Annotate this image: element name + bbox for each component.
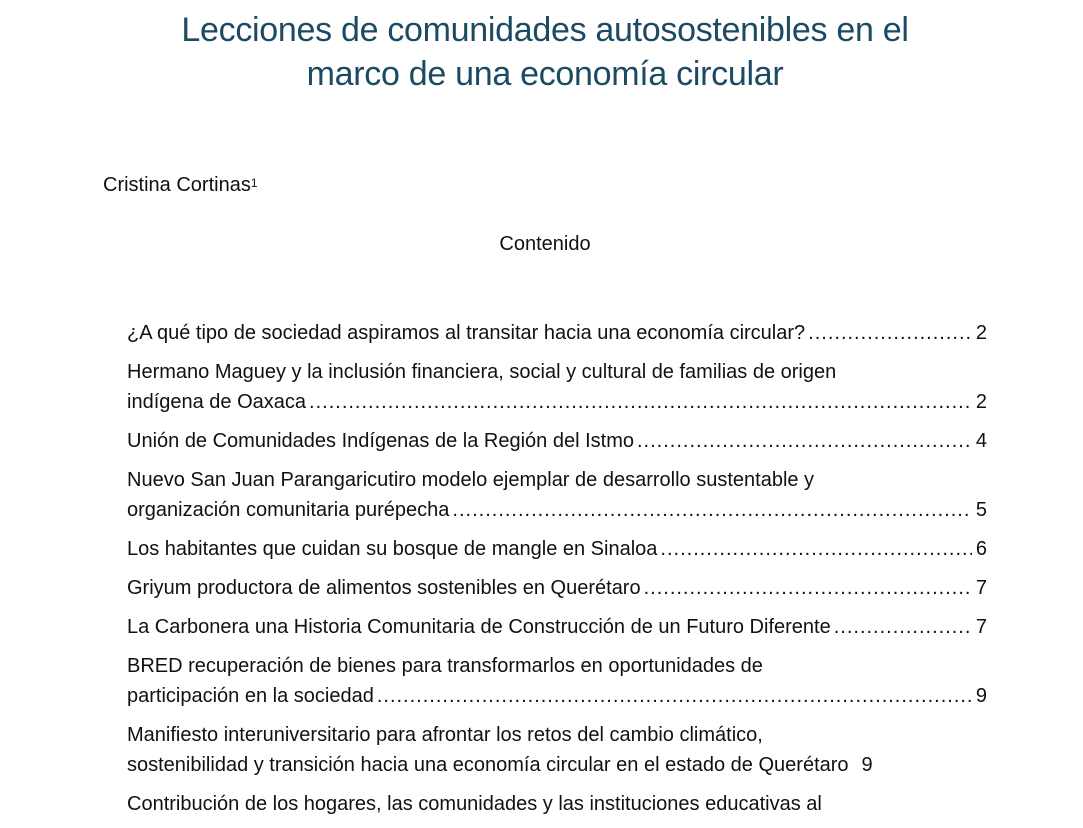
document-title-line-1: Lecciones de comunidades autosostenibles en el xyxy=(181,11,909,49)
toc-entry-title: participación en la sociedad xyxy=(127,685,374,707)
toc-entry-title-line: Hermano Maguey y la inclusión financiera, social y cultural de familias de origen xyxy=(127,361,837,383)
toc-entry-title: Griyum productora de alimentos sostenibles en Querétaro xyxy=(127,577,641,599)
toc-dot-leader xyxy=(452,495,971,525)
toc-entry-title: Unión de Comunidades Indígenas de la Región del Istmo xyxy=(127,430,634,452)
toc-page-number: 2 xyxy=(975,322,987,344)
toc-entry-title-line: Contribución de los hogares, las comunidades y las instituciones educativas al xyxy=(127,793,822,815)
author-line xyxy=(103,172,258,198)
document-title xyxy=(0,8,1083,96)
toc-page-number: 7 xyxy=(975,577,987,599)
toc-page-number: 4 xyxy=(975,430,987,452)
toc-page-number: 2 xyxy=(975,391,987,413)
toc-heading: Contenido xyxy=(499,233,591,255)
author-name: Cristina Cortinas xyxy=(103,174,251,196)
toc-entry[interactable] xyxy=(127,720,987,780)
toc-entry[interactable] xyxy=(127,612,987,642)
toc-entry[interactable] xyxy=(127,426,987,456)
toc-entry[interactable] xyxy=(127,357,987,417)
toc-page-number: 6 xyxy=(975,538,987,560)
toc-dot-leader xyxy=(377,681,972,711)
toc-entry-title-line: Manifiesto interuniversitario para afrontar los retos del cambio climático, xyxy=(127,724,763,746)
toc-dot-leader xyxy=(834,612,972,642)
author-footnote-marker[interactable]: 1 xyxy=(250,176,258,190)
toc-entry-title-line: BRED recuperación de bienes para transformarlos en oportunidades de xyxy=(127,655,763,677)
toc-dot-leader xyxy=(637,426,972,456)
toc-entry-title: Los habitantes que cuidan su bosque de mangle en Sinaloa xyxy=(127,538,658,560)
toc-entry[interactable] xyxy=(127,318,987,348)
toc-dot-leader xyxy=(644,573,972,603)
toc-entry[interactable] xyxy=(127,651,987,711)
toc-entry-title: sostenibilidad y transición hacia una economía circular en el estado de Querétaro xyxy=(127,754,849,776)
toc-entry[interactable] xyxy=(127,789,987,819)
toc-entry-title: La Carbonera una Historia Comunitaria de Construcción de un Futuro Diferente xyxy=(127,616,831,638)
toc-entry-title: indígena de Oaxaca xyxy=(127,391,307,413)
toc-entry-title: ¿A qué tipo de sociedad aspiramos al transitar hacia una economía circular? xyxy=(127,322,806,344)
toc-entry[interactable] xyxy=(127,465,987,525)
toc-page-number: 5 xyxy=(975,499,987,521)
toc-dot-leader xyxy=(808,318,972,348)
toc-dot-leader xyxy=(660,534,971,564)
table-of-contents xyxy=(127,318,987,828)
toc-entry[interactable] xyxy=(127,534,987,564)
toc-page-number: 9 xyxy=(861,754,873,776)
toc-page-number: 7 xyxy=(975,616,987,638)
toc-entry-title-line: Nuevo San Juan Parangaricutiro modelo ejemplar de desarrollo sustentable y xyxy=(127,469,815,491)
toc-entry-title: organización comunitaria purépecha xyxy=(127,499,450,521)
document-title-line-2: marco de una economía circular xyxy=(306,55,784,93)
toc-page-number: 9 xyxy=(975,685,987,707)
toc-entry[interactable] xyxy=(127,573,987,603)
toc-dot-leader xyxy=(309,387,972,417)
